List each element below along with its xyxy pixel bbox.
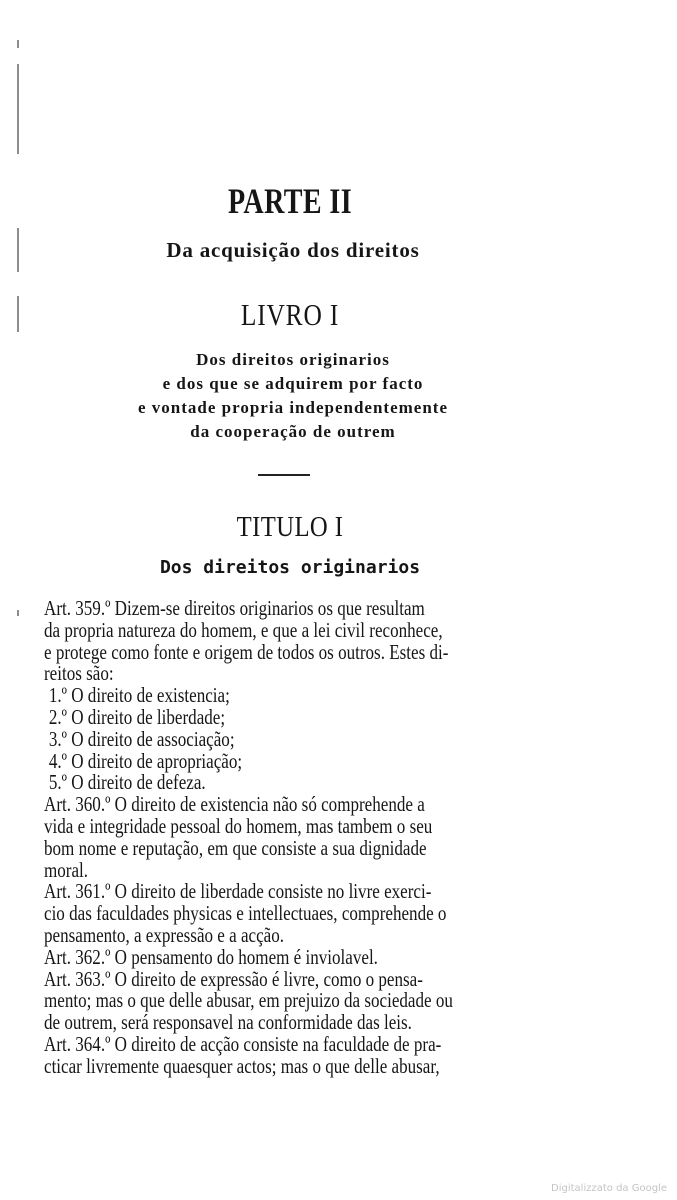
gutter-mark <box>17 610 19 616</box>
book-subtitle-line: da cooperação de outrem <box>190 422 396 441</box>
book-subtitle-line: e vontade propria independentemente <box>138 398 448 417</box>
text-line: Art. 359.º Dizem-se direitos originarios os que resultam <box>44 596 425 620</box>
article-360 <box>44 794 547 881</box>
text-line: bom nome e reputação, em que consiste a sua dignidade <box>44 835 427 860</box>
article-359 <box>44 598 547 685</box>
text-line: cio das faculdades physicas e intellectuaes, comprehende o <box>44 901 447 926</box>
list-item: 2.º O direito de liberdade; <box>48 704 226 729</box>
text-line: Art. 364.º O direito de acção consiste na faculdade de pra- <box>44 1031 442 1056</box>
list-item: 4.º O direito de apropriação; <box>48 748 243 773</box>
body-text <box>44 598 547 1078</box>
text-line: de outrem, será responsavel na conformidade das leis. <box>44 1010 412 1035</box>
gutter-mark <box>17 64 19 154</box>
part-subtitle: Da acquisição dos direitos <box>166 238 420 262</box>
rights-list <box>44 685 547 794</box>
text-line: e protege como fonte e origem de todos os outros. Estes di- <box>44 639 449 664</box>
gutter-mark <box>17 40 19 48</box>
text-line: Art. 360.º O direito de existencia não só comprehende a <box>44 792 425 817</box>
article-364 <box>44 1031 547 1078</box>
article-361 <box>44 881 547 946</box>
section-divider <box>258 474 310 476</box>
text-line: vida e integridade pessoal do homem, mas tambem o seu <box>44 813 433 838</box>
text-line: cticar livremente quaesquer actos; mas o que delle abusar, <box>44 1053 440 1078</box>
list-item: 1.º O direito de existencia; <box>48 683 230 708</box>
gutter-mark <box>17 296 19 332</box>
text-line: mento; mas o que delle abusar, em prejuizo da sociedade ou <box>44 988 453 1013</box>
book-subtitle-line: Dos direitos originarios <box>196 350 390 369</box>
text-line: moral. <box>44 857 89 882</box>
list-item: 5.º O direito de defeza. <box>48 770 206 795</box>
text-line: da propria natureza do homem, e que a lei civil reconhece, <box>44 617 443 642</box>
title-heading: TITULO I <box>236 511 344 543</box>
text-line: reitos são: <box>44 661 114 686</box>
book-subtitle <box>0 348 586 444</box>
text-line: Art. 361.º O direito de liberdade consiste no livre exerci- <box>44 879 432 904</box>
text-line: Art. 363.º O direito de expressão é livre, como o pensa- <box>44 966 423 991</box>
book-subtitle-line: e dos que se adquirem por facto <box>162 374 424 393</box>
part-title: PARTE II <box>227 181 353 221</box>
text-line: pensamento, a expressão e a acção. <box>44 922 285 947</box>
text-line: Art. 362.º O pensamento do homem é inviolavel. <box>44 944 378 969</box>
list-item: 3.º O direito de associação; <box>48 726 235 751</box>
title-subtitle: Dos direitos originarios <box>159 557 421 578</box>
article-363 <box>44 966 547 1035</box>
book-title: LIVRO I <box>240 297 340 332</box>
article-362 <box>44 944 547 969</box>
digitization-watermark: Digitalizzato da Google <box>551 1183 667 1194</box>
